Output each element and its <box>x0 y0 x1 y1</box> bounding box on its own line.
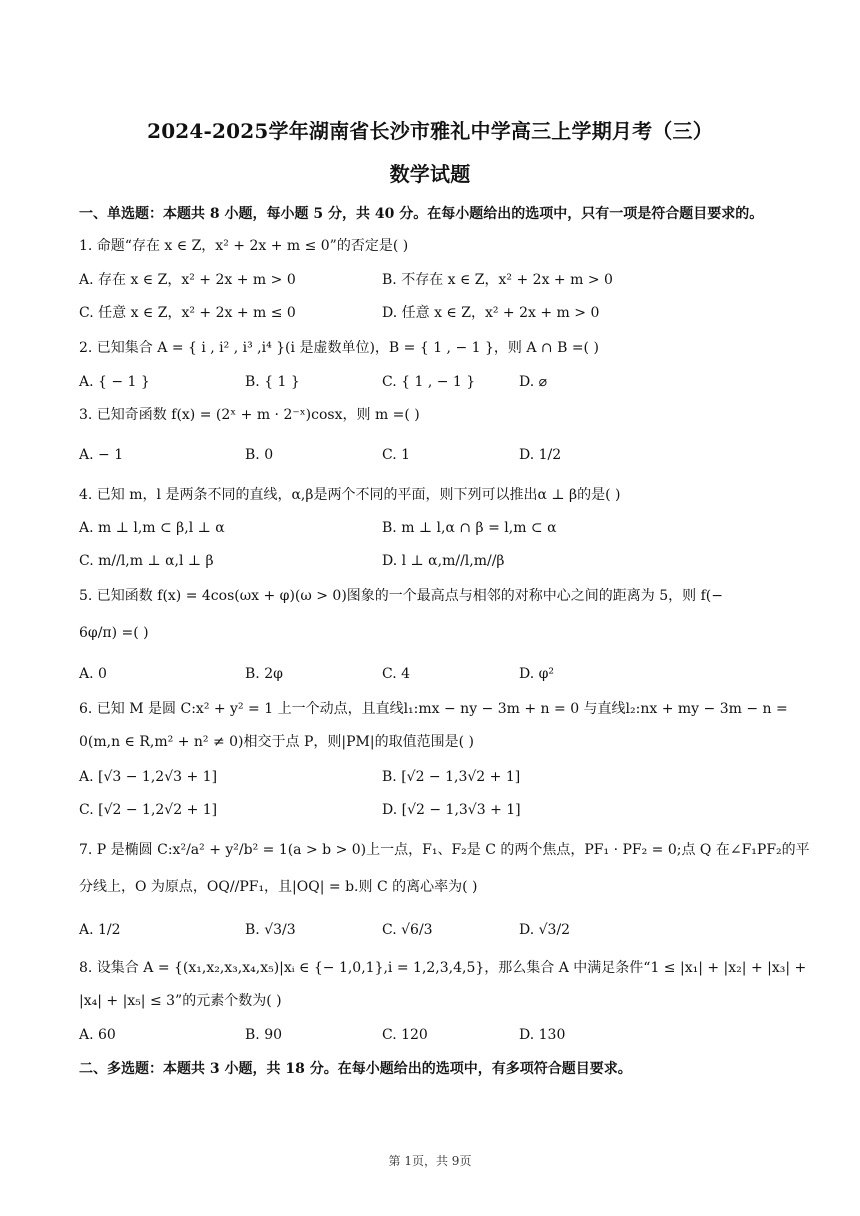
question-2-option-b: B. { 1 } <box>245 374 300 390</box>
question-2-option-c: C. { 1 , − 1 } <box>382 374 476 390</box>
question-4-option-b: B. m ⊥ l,α ∩ β = l,m ⊂ α <box>382 520 557 536</box>
question-5-stem-line-2: 6φ/π) =( ) <box>79 625 149 641</box>
section-multiple-choice-header: 二、多选题：本题共 3 小题，共 18 分。在每小题给出的选项中，有多项符合题目要求。 <box>79 1061 632 1077</box>
question-1-option-d: D. 任意 x ∈ Z，x² + 2x + m > 0 <box>382 305 600 321</box>
page-footer: 第 1页，共 9页 <box>388 1154 472 1168</box>
question-7-option-a: A. 1/2 <box>79 922 121 938</box>
question-2-option-a: A. { − 1 } <box>79 374 150 390</box>
question-7-stem-line-1: 7. P 是椭圆 C:x²/a² + y²/b² = 1(a > b > 0)上一点，F₁、F₂是 C 的两个焦点，PF₁ · PF₂ = 0;点 Q 在∠F₁PF₂的平 <box>79 842 810 858</box>
question-6-stem-line-1: 6. 已知 M 是圆 C:x² + y² = 1 上一个动点，且直线l₁:mx − ny − 3m + n = 0 与直线l₂:nx + my − 3m − n = <box>79 701 788 717</box>
question-3-option-a: A. − 1 <box>79 447 124 463</box>
question-8-option-a: A. 60 <box>79 1027 116 1043</box>
question-5-option-d: D. φ² <box>519 666 555 682</box>
question-1-stem: 1. 命题“存在 x ∈ Z，x² + 2x + m ≤ 0”的否定是( ) <box>79 238 409 254</box>
question-5-stem-line-1: 5. 已知函数 f(x) = 4cos(ωx + φ)(ω > 0)图象的一个最高点与相邻的对称中心之间的距离为 5，则 f(− <box>79 588 723 604</box>
question-4-stem: 4. 已知 m，l 是两条不同的直线，α,β是两个不同的平面，则下列可以推出α ⊥ β的是( ) <box>79 487 621 503</box>
question-5-option-a: A. 0 <box>79 666 107 682</box>
question-8-stem-line-2: |x₄| + |x₅| ≤ 3”的元素个数为( ) <box>79 993 282 1009</box>
question-1-option-c: C. 任意 x ∈ Z，x² + 2x + m ≤ 0 <box>79 305 296 321</box>
question-7-option-b: B. √3/3 <box>245 922 296 938</box>
question-6-stem-line-2: 0(m,n ∈ R,m² + n² ≠ 0)相交于点 P，则|PM|的取值范围是( ) <box>79 734 474 750</box>
question-6-option-b: B. [√2 − 1,3√2 + 1] <box>382 769 521 785</box>
question-8-option-c: C. 120 <box>382 1027 428 1043</box>
question-1-option-a: A. 存在 x ∈ Z，x² + 2x + m > 0 <box>79 272 296 288</box>
question-4-option-d: D. l ⊥ α,m//l,m//β <box>382 553 505 569</box>
exam-subtitle: 数学试题 <box>389 162 471 186</box>
question-8-option-b: B. 90 <box>245 1027 283 1043</box>
question-7-option-c: C. √6/3 <box>382 922 433 938</box>
question-3-option-b: B. 0 <box>245 447 274 463</box>
question-6-option-a: A. [√3 − 1,2√3 + 1] <box>79 769 218 785</box>
question-4-option-c: C. m//l,m ⊥ α,l ⊥ β <box>79 553 214 569</box>
question-4-option-a: A. m ⊥ l,m ⊂ β,l ⊥ α <box>79 520 225 536</box>
question-6-option-c: C. [√2 − 1,2√2 + 1] <box>79 802 218 818</box>
question-3-option-d: D. 1/2 <box>519 447 562 463</box>
question-6-option-d: D. [√2 − 1,3√3 + 1] <box>382 802 521 818</box>
question-7-option-d: D. √3/2 <box>519 922 571 938</box>
question-7-stem-line-2: 分线上，O 为原点，OQ//PF₁，且|OQ| = b.则 C 的离心率为( ) <box>79 879 478 895</box>
question-3-option-c: C. 1 <box>382 447 411 463</box>
question-5-option-c: C. 4 <box>382 666 411 682</box>
exam-title: 2024-2025学年湖南省长沙市雅礼中学高三上学期月考（三） <box>147 119 713 143</box>
question-2-option-d: D. ⌀ <box>519 374 548 390</box>
question-8-stem-line-1: 8. 设集合 A = {(x₁,x₂,x₃,x₄,x₅)|xᵢ ∈ {− 1,0,1},i = 1,2,3,4,5}，那么集合 A 中满足条件“1 ≤ |x₁| + |x₂| + |x₃| + <box>79 960 807 976</box>
question-1-option-b: B. 不存在 x ∈ Z，x² + 2x + m > 0 <box>382 272 613 288</box>
question-5-option-b: B. 2φ <box>245 666 283 682</box>
question-2-stem: 2. 已知集合 A = { i , i² , i³ ,i⁴ }(i 是虚数单位)，B = { 1 , − 1 }，则 A ∩ B =( ) <box>79 340 599 356</box>
question-3-stem: 3. 已知奇函数 f(x) = (2ˣ + m · 2⁻ˣ)cosx，则 m =( ) <box>79 407 420 423</box>
question-8-option-d: D. 130 <box>519 1027 566 1043</box>
section-single-choice-header: 一、单选题：本题共 8 小题，每小题 5 分，共 40 分。在每小题给出的选项中，只有一项是符合题目要求的。 <box>79 206 764 222</box>
